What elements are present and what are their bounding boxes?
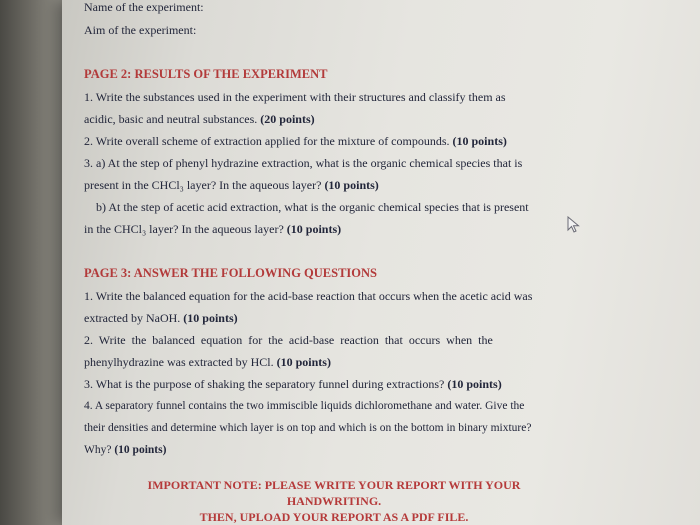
page2-q3a-line2: present in the CHCl₃ layer? In the aqueous layer? (10 points) — [84, 178, 379, 192]
points-label: (10 points) — [183, 311, 238, 325]
important-note — [124, 477, 544, 525]
page2-q2: 2. Write overall scheme of extraction applied for the mixture of compounds. (10 points) — [84, 134, 507, 148]
page3-q2-line2: phenylhydrazine was extracted by HCl. (10 points) — [84, 355, 331, 369]
points-label: (10 points) — [452, 134, 507, 148]
page3-q4-line3: Why? (10 points) — [84, 444, 167, 456]
page3-heading: PAGE 3: ANSWER THE FOLLOWING QUESTIONS — [84, 266, 377, 280]
page3-q2-line1: 2. Write the balanced equation for the acid-base reaction that occurs when the — [84, 333, 493, 347]
page3-q1-line2: extracted by NaOH. (10 points) — [84, 311, 238, 325]
page3-q4-line1: 4. A separatory funnel contains the two immiscible liquids dichloromethane and water. Give the — [84, 400, 525, 412]
points-label: (10 points) — [324, 178, 379, 192]
page2-q1-line2: acidic, basic and neutral substances. (20 points) — [84, 112, 315, 126]
points-label: (10 points) — [286, 222, 342, 236]
page2-heading: PAGE 2: RESULTS OF THE EXPERIMENT — [84, 67, 328, 81]
page3-q3: 3. What is the purpose of shaking the separatory funnel during extractions? (10 points) — [84, 377, 502, 391]
page2-q3b-line2: in the CHCl₃ layer? In the aqueous layer? (10 points) — [84, 222, 342, 236]
page2-q3b-line1: b) At the step of acetic acid extraction, what is the organic chemical species that is present — [96, 200, 529, 214]
points-label: (10 points) — [276, 355, 331, 369]
points-label: (10 points) — [114, 444, 167, 456]
mouse-pointer-icon — [566, 216, 582, 234]
page2-q1-line1: 1. Write the substances used in the experiment with their structures and classify them as — [84, 90, 506, 104]
page3-q4-line2: their densities and determine which layer is on top and which is on the bottom in binary mixture? — [84, 422, 532, 434]
points-label: (10 points) — [447, 377, 502, 391]
note-line-1: IMPORTANT NOTE: PLEASE WRITE YOUR REPORT WITH YOUR — [147, 478, 521, 492]
aim-of-experiment-line: Aim of the experiment: — [84, 23, 197, 37]
page2-q3a-line1: 3. a) At the step of phenyl hydrazine extraction, what is the organic chemical species that is — [84, 156, 523, 170]
note-line-3: THEN, UPLOAD YOUR REPORT AS A PDF FILE. — [199, 510, 469, 524]
note-line-2: HANDWRITING. — [286, 494, 382, 508]
page3-q1-line1: 1. Write the balanced equation for the acid-base reaction that occurs when the acetic acid was — [84, 289, 533, 303]
name-of-experiment-line: Name of the experiment: — [84, 0, 204, 14]
points-label: (20 points) — [260, 112, 315, 126]
